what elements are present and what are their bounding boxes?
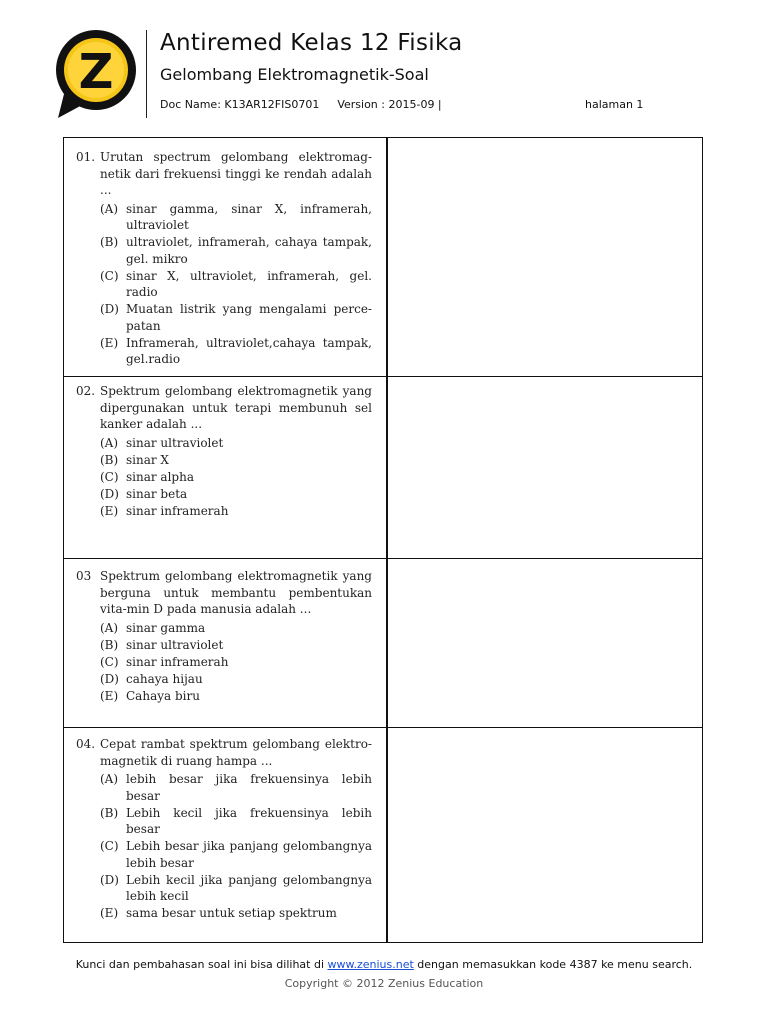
option-letter: (B) [100,452,119,467]
copyright: Copyright © 2012 Zenius Education [284,977,484,990]
option-b [76,234,372,267]
option-text: Muatan listrik yang mengalami perce-patan [126,302,372,333]
option-letter: (A) [100,772,119,786]
zenius-logo [50,28,142,120]
option-e [76,688,372,705]
option-d [76,486,372,503]
option-c [76,654,372,671]
header-divider [146,30,147,118]
option-text: cahaya hijau [126,671,203,686]
row-divider [64,727,702,728]
question-number: 01. [76,150,96,164]
row-divider [64,376,702,377]
option-letter: (C) [100,839,119,853]
doc-info [160,98,442,111]
doc-version: Version : 2015-09 | [337,98,442,111]
option-b [76,637,372,654]
question-number: 03 [76,569,92,583]
option-letter: (E) [100,906,119,920]
question-4 [76,736,372,922]
option-a [76,620,372,637]
option-letter: (A) [100,620,119,635]
option-text: sinar gamma [126,620,206,635]
option-letter: (B) [100,235,119,249]
option-text: sinar beta [126,486,188,501]
page-subtitle: Gelombang Elektromagnetik-Soal [160,65,429,84]
option-d [76,301,372,334]
option-letter: (C) [100,654,119,669]
option-d [76,872,372,905]
question-stem [76,736,372,769]
option-text: Lebih kecil jika panjang gelombangnya lebih kecil [126,872,372,903]
option-text: Inframerah, ultraviolet,cahaya tampak, gel.radio [126,335,372,366]
question-number: 04. [76,737,96,751]
option-text: sinar gamma, sinar X, inframerah, ultraviolet [126,201,372,232]
option-a [76,201,372,234]
option-b [76,452,372,469]
question-text: Spektrum gelombang elektromagnetik yang dipergunakan untuk terapi membunuh sel kanker adalah ... [100,384,372,431]
option-text: sinar X [126,452,169,467]
question-number: 02. [76,384,96,398]
option-text: Lebih besar jika panjang gelombangnya lebih besar [126,839,372,870]
option-letter: (D) [100,302,119,316]
option-text: sinar ultraviolet [126,637,224,652]
option-c [76,838,372,871]
question-table [63,137,703,943]
option-a [76,435,372,452]
page-title: Antiremed Kelas 12 Fisika [160,30,463,56]
option-e [76,905,372,922]
question-1 [76,149,372,368]
option-letter: (E) [100,503,119,518]
question-text: Spektrum gelombang elektromagnetik yang berguna untuk membantu pembentukan vita-min D pada manusia adalah ... [100,569,372,616]
option-letter: (C) [100,469,119,484]
option-letter: (D) [100,486,119,501]
question-text: Cepat rambat spektrum gelombang elektro-magnetik di ruang hampa ... [100,737,372,768]
option-text: Lebih kecil jika frekuensinya lebih besar [126,805,372,836]
option-text: sinar inframerah [126,503,229,518]
question-stem [76,383,372,433]
option-text: lebih besar jika frekuensinya lebih besar [126,772,372,803]
option-e [76,503,372,520]
question-2 [76,383,372,519]
option-letter: (A) [100,435,119,450]
logo-letter: Z [78,44,114,100]
option-letter: (B) [100,805,119,820]
option-letter: (C) [100,268,119,283]
question-3 [76,568,372,704]
option-letter: (D) [100,872,119,887]
option-text: sinar ultraviolet [126,435,224,450]
option-letter: (E) [100,335,119,350]
question-text: Urutan spectrum gelombang elektromag-netik dari frekuensi tinggi ke rendah adalah ... [100,150,372,197]
option-letter: (B) [100,637,119,652]
footer-note [0,958,768,971]
doc-name: Doc Name: K13AR12FIS0701 [160,98,320,111]
footer-text: dengan memasukkan kode 4387 ke menu search. [413,958,693,971]
option-a [76,771,372,804]
option-d [76,671,372,688]
option-text: ultraviolet, inframerah, cahaya tampak, gel. mikro [126,235,372,266]
question-stem [76,568,372,618]
option-c [76,469,372,486]
option-text: sinar X, ultraviolet, inframerah, gel. radio [126,268,372,299]
option-letter: (E) [100,688,119,703]
zenius-link[interactable]: www.zenius.net [327,958,414,971]
option-b [76,805,372,838]
option-text: sinar alpha [126,469,194,484]
footer-text: Kunci dan pembahasan soal ini bisa dilihat di [75,958,328,971]
option-c [76,268,372,301]
option-text: Cahaya biru [126,688,200,703]
option-letter: (D) [100,671,119,686]
option-text: sinar inframerah [126,654,229,669]
page-number: halaman 1 [585,98,644,111]
option-text: sama besar untuk setiap spektrum [126,906,337,920]
column-divider [386,138,388,942]
option-letter: (A) [100,201,119,216]
question-stem [76,149,372,199]
option-e [76,335,372,368]
row-divider [64,558,702,559]
